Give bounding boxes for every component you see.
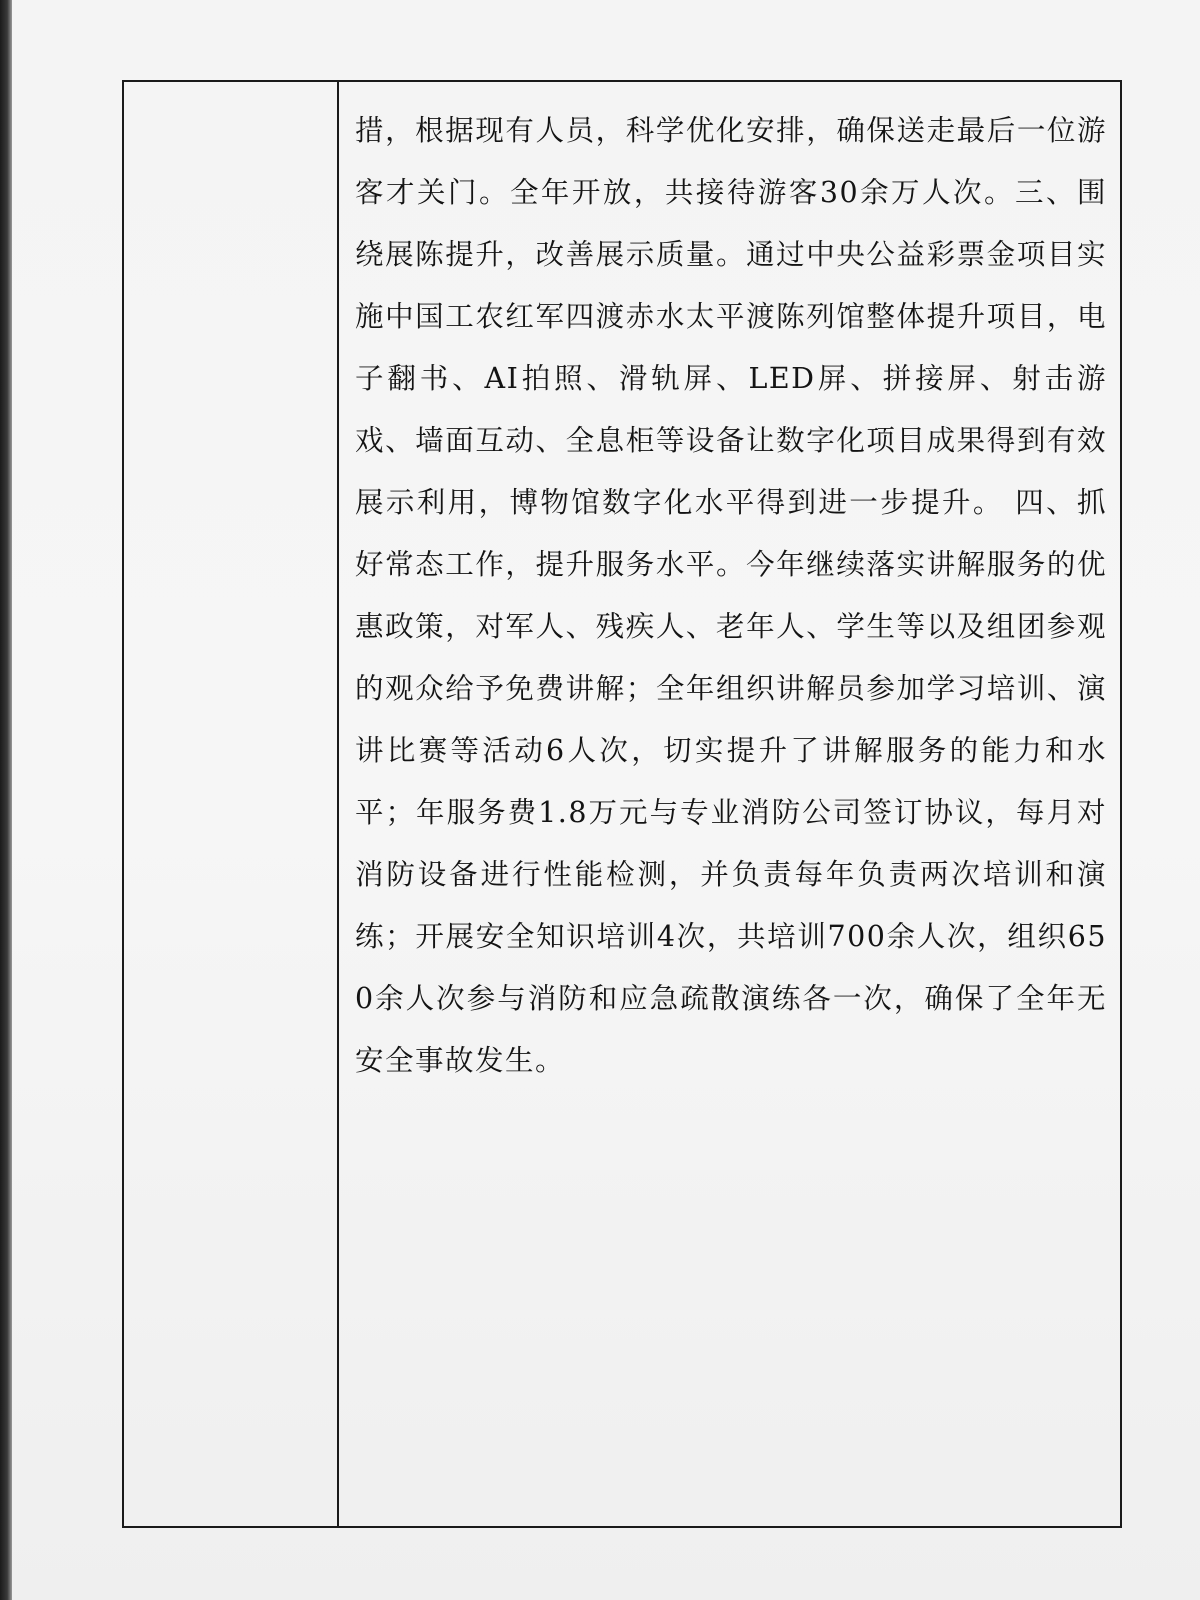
document-page [12, 0, 1200, 1600]
page-shadow-edge [0, 0, 12, 1600]
form-table [122, 80, 1122, 1528]
table-label-column [124, 82, 339, 1526]
body-paragraph: 措，根据现有人员，科学优化安排，确保送走最后一位游客才关门。全年开放，共接待游客30余万人次。三、围绕展陈提升，改善展示质量。通过中央公益彩票金项目实施中国工农红军四渡赤水太平渡陈列馆整体提升项目，电子翻书、AI拍照、滑轨屏、LED屏、拼接屏、射击游戏、墙面互动、全息柜等设备让数字化项目成果得到有效展示利用，博物馆数字化水平得到进一步提升。 四、抓好常态工作，提升服务水平。今年继续落实讲解服务的优惠政策，对军人、残疾人、老年人、学生等以及组团参观的观众给予免费讲解；全年组织讲解员参加学习培训、演讲比赛等活动6人次，切实提升了讲解服务的能力和水平；年服务费1.8万元与专业消防公司签订协议，每月对消防设备进行性能检测，并负责每年负责两次培训和演练；开展安全知识培训4次，共培训700余人次，组织650余人次参与消防和应急疏散演练各一次，确保了全年无安全事故发生。 [355, 114, 1107, 1077]
table-content-column [339, 82, 1120, 1526]
